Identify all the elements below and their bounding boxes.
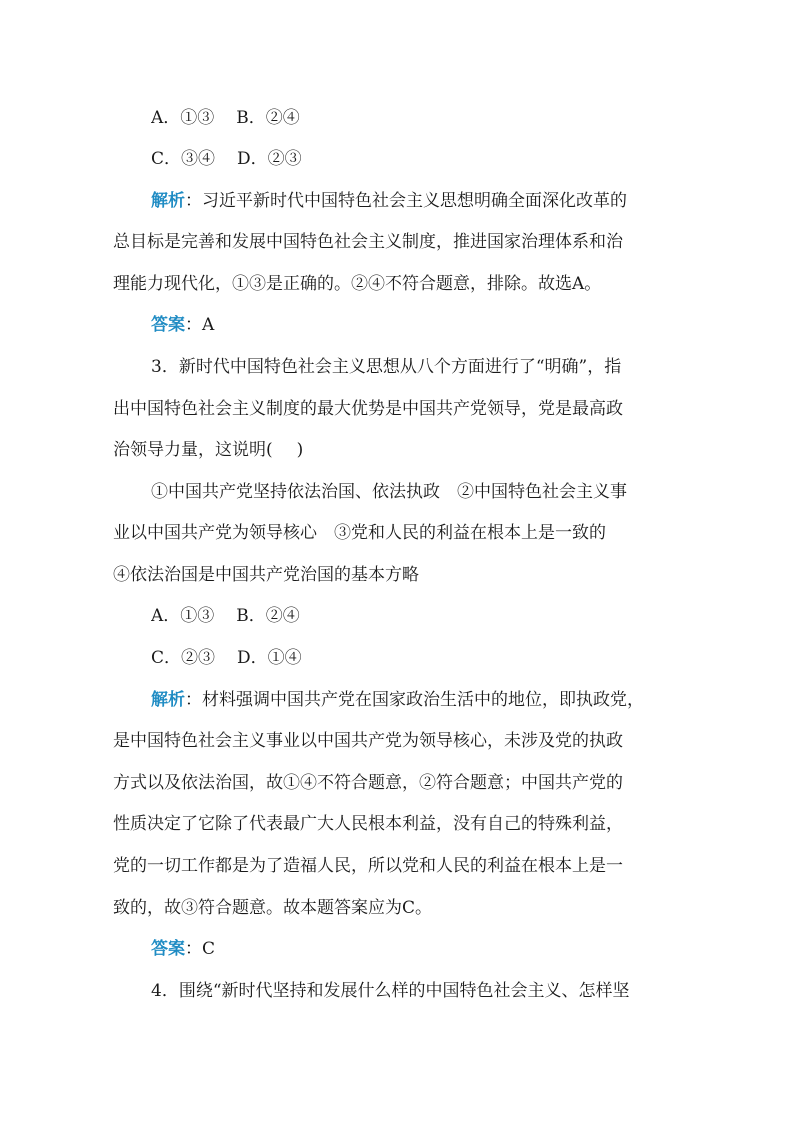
q4-stem-line-1: 4．围绕“新时代坚持和发展什么样的中国特色社会主义、怎样坚 — [151, 981, 630, 1001]
q3-analysis-line-3: 方式以及依法治国，故①④不符合题意，②符合题意；中国共产党的 — [113, 773, 623, 793]
q3-option-d: D．①④ — [237, 648, 302, 668]
q3-stem-line-2: 出中国特色社会主义制度的最大优势是中国共产党领导，党是最高政 — [113, 399, 623, 419]
q2-analysis-colon: ： — [185, 191, 202, 211]
q3-options-row-2 — [151, 646, 685, 670]
q3-analysis-label: 解析 — [151, 690, 185, 710]
q3-statement-line-2: 业以中国共产党为领导核心 ③党和人民的利益在根本上是一致的 — [113, 523, 606, 543]
q3-options-row-1 — [151, 604, 685, 628]
q3-option-c: C．②③ — [151, 648, 216, 668]
q2-option-c: C．③④ — [151, 149, 216, 169]
q3-answer-colon: ： — [185, 939, 202, 959]
q3-analysis-text-1: 材料强调中国共产党在国家政治生活中的地位，即执政党， — [202, 690, 644, 710]
q2-options-row-1 — [151, 106, 685, 130]
q2-answer-label: 答案 — [151, 315, 185, 335]
q2-analysis-line-2: 总目标是完善和发展中国特色社会主义制度，推进国家治理体系和治 — [113, 232, 623, 252]
q3-answer-line — [151, 937, 685, 961]
q3-answer-value: C — [202, 939, 216, 959]
q3-stem-line-3 — [113, 438, 685, 462]
q2-answer-line — [151, 313, 685, 337]
q3-option-b: B．②④ — [236, 606, 300, 626]
q3-stem-text-3: 治领导力量，这说明( — [113, 440, 273, 460]
q2-answer-value: A — [202, 315, 215, 335]
q3-analysis-line-2: 是中国特色社会主义事业以中国共产党为领导核心，未涉及党的执政 — [113, 731, 623, 751]
q3-analysis-colon: ： — [185, 690, 202, 710]
q3-analysis-line-6: 致的，故③符合题意。故本题答案应为C。 — [113, 898, 433, 918]
q2-option-a: A．①③ — [151, 108, 215, 128]
q2-option-b: B．②④ — [236, 108, 300, 128]
q2-analysis-text-1: 习近平新时代中国特色社会主义思想明确全面深化改革的 — [202, 191, 627, 211]
q3-statement-line-3: ④依法治国是中国共产党治国的基本方略 — [113, 565, 419, 585]
q3-analysis-line-1 — [151, 688, 685, 712]
q3-statement-line-1: ①中国共产党坚持依法治国、依法执政 ②中国特色社会主义事 — [151, 482, 627, 502]
q2-answer-colon: ： — [185, 315, 202, 335]
q2-analysis-line-1 — [151, 189, 685, 213]
q2-analysis-label: 解析 — [151, 191, 185, 211]
q2-option-d: D．②③ — [237, 149, 302, 169]
q3-analysis-line-4: 性质决定了它除了代表最广大人民根本利益，没有自己的特殊利益， — [113, 814, 623, 834]
q3-stem-line-1: 3．新时代中国特色社会主义思想从八个方面进行了“明确”，指 — [151, 357, 622, 377]
q3-stem-close: ) — [296, 440, 304, 460]
q3-option-a: A．①③ — [151, 606, 215, 626]
q3-answer-label: 答案 — [151, 939, 185, 959]
q2-analysis-line-3: 理能力现代化，①③是正确的。②④不符合题意，排除。故选A。 — [113, 274, 602, 294]
q3-analysis-line-5: 党的一切工作都是为了造福人民，所以党和人民的利益在根本上是一 — [113, 856, 623, 876]
q2-options-row-2 — [151, 147, 685, 171]
